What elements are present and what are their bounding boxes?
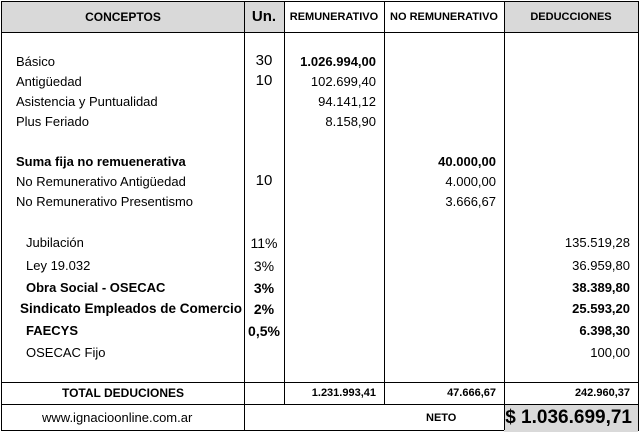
unit-value: 3%	[253, 280, 275, 296]
unit-value: 10	[255, 172, 273, 189]
header-un: Un.	[251, 8, 277, 25]
unit-value: 0,5%	[248, 323, 280, 339]
deduccion-value: 100,00	[590, 345, 630, 360]
concept-label: Básico	[16, 54, 56, 69]
remunerativo-value: 1.026.994,00	[300, 54, 376, 69]
website-link[interactable]: www.ignacioonline.com.ar	[42, 410, 193, 425]
unit-value: 30	[255, 52, 273, 69]
header-deducciones: DEDUCCIONES	[530, 11, 612, 23]
remunerativo-value: 94.141,12	[318, 94, 376, 109]
total-deducciones-label: TOTAL DEDUCIONES	[61, 386, 184, 400]
unit-value: 10	[255, 72, 273, 89]
concept-label: No Remunerativo Presentismo	[16, 194, 194, 209]
concept-label: Suma fija no remuenerativa	[16, 154, 186, 169]
unit-value: 3%	[253, 258, 275, 274]
total-no-remunerativo: 47.666,67	[447, 387, 496, 399]
no-remunerativo-value: 40.000,00	[438, 154, 496, 169]
no-remunerativo-value: 4.000,00	[445, 174, 496, 189]
concept-label: Ley 19.032	[26, 258, 91, 273]
concept-label: Jubilación	[26, 235, 84, 250]
total-remunerativo: 1.231.993,41	[311, 387, 376, 399]
deduccion-value: 135.519,28	[564, 235, 630, 250]
concept-label: Sindicato Empleados de Comercio	[20, 301, 243, 316]
concept-label: FAECYS	[26, 323, 79, 338]
neto-label: NETO	[426, 412, 457, 424]
remunerativo-value: 102.699,40	[310, 74, 376, 89]
remunerativo-value: 8.158,90	[325, 114, 376, 129]
unit-value: 11%	[250, 235, 278, 251]
deduccion-value: 25.593,20	[572, 301, 630, 316]
concept-label: OSECAC Fijo	[26, 345, 106, 360]
concept-label: Plus Feriado	[16, 114, 89, 129]
unit-value: 2%	[253, 301, 275, 317]
concept-label: No Remunerativo Antigüedad	[16, 174, 186, 189]
concept-label: Obra Social - OSECAC	[26, 280, 166, 295]
neto-value: $ 1.036.699,71	[505, 407, 632, 428]
col-divider	[504, 2, 505, 430]
payroll-table	[1, 1, 639, 431]
total-deducciones: 242.960,37	[574, 387, 630, 399]
deduccion-value: 6.398,30	[579, 323, 630, 338]
deduccion-value: 36.959,80	[572, 258, 630, 273]
header-conceptos: CONCEPTOS	[85, 10, 161, 24]
deduccion-value: 38.389,80	[572, 280, 630, 295]
concept-label: Antigüedad	[16, 74, 82, 89]
header-no-remunerativo: NO REMUNERATIVO	[390, 11, 498, 23]
header-remunerativo: REMUNERATIVO	[289, 11, 379, 23]
no-remunerativo-value: 3.666,67	[445, 194, 496, 209]
concept-label: Asistencia y Puntualidad	[16, 94, 158, 109]
row-divider	[2, 32, 638, 33]
